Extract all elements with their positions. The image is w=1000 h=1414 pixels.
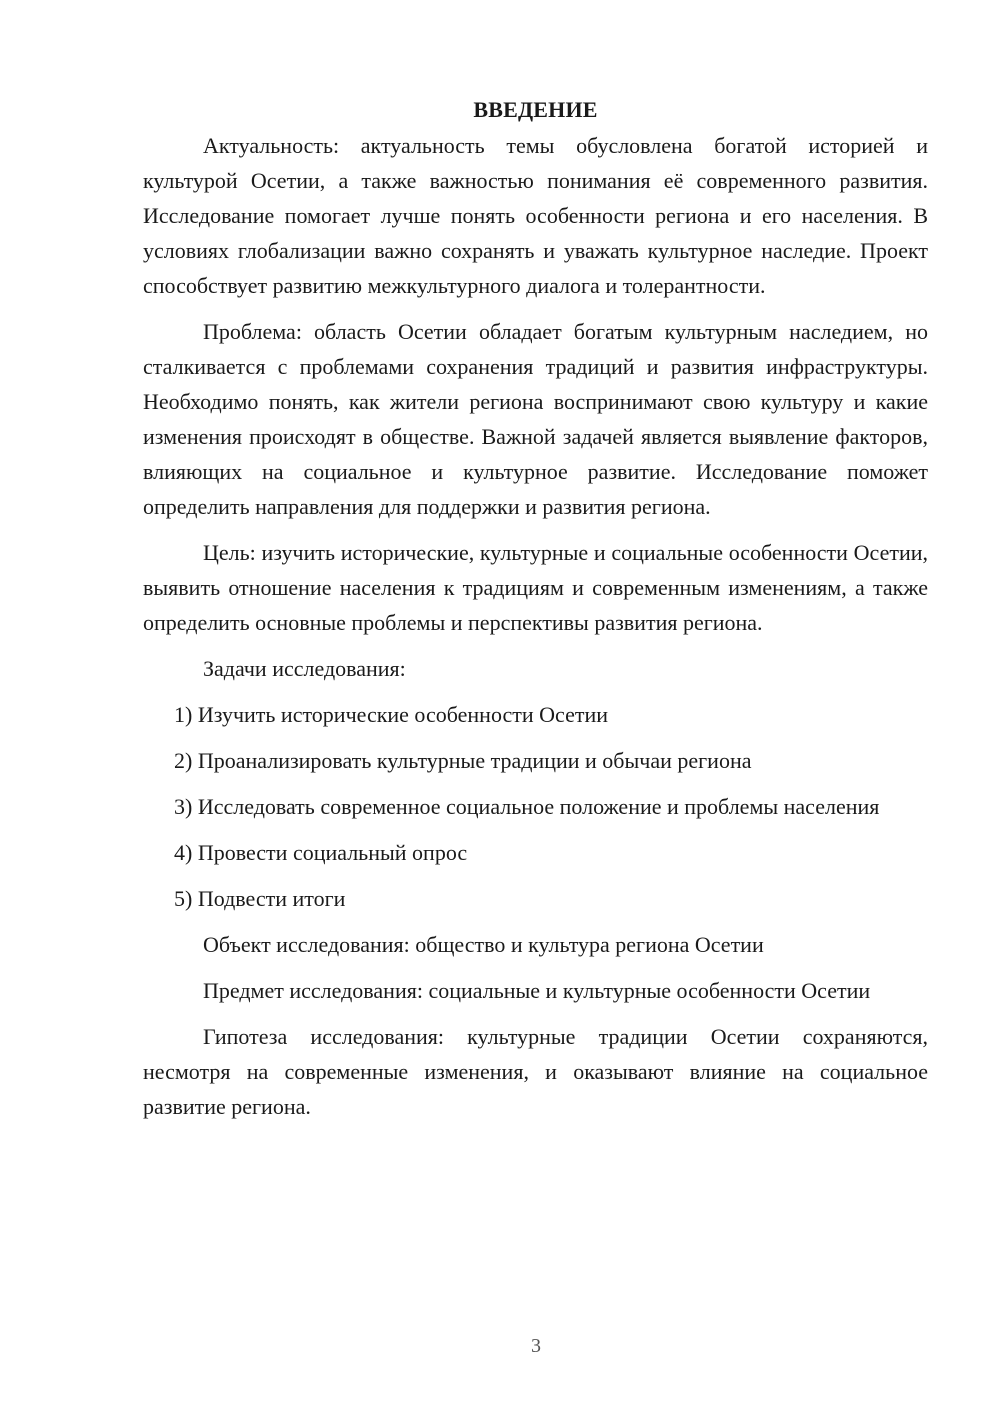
object-paragraph: Объект исследования: общество и культура региона Осетии xyxy=(203,932,764,957)
task-item-3: 3) Исследовать современное социальное положение и проблемы населения xyxy=(174,794,880,819)
subject-paragraph: Предмет исследования: социальные и культурные особенности Осетии xyxy=(203,978,871,1003)
problem-paragraph: Проблема: область Осетии обладает богатым культурным наследием, но сталкивается с проблемами сохранения традиций и развития инфраструктуры. Необходимо понять, как жители региона воспринимают свою культуру и какие изменения происходят в обществе. Важной задачей является выявление факторов, влияющих на социальное и культурное развитие. Исследование поможет определить направления для поддержки и развития региона. xyxy=(143,319,928,519)
document-page xyxy=(143,92,928,1135)
hypothesis-paragraph: Гипотеза исследования: культурные традиции Осетии сохраняются, несмотря на современные изменения, и оказывают влияние на социальное развитие региона. xyxy=(143,1024,928,1119)
goal-paragraph: Цель: изучить исторические, культурные и социальные особенности Осетии, выявить отношение населения к традициям и современным изменениям, а также определить основные проблемы и перспективы развития региона. xyxy=(143,540,928,635)
page-number: 3 xyxy=(531,1335,541,1357)
page-title: ВВЕДЕНИЕ xyxy=(473,97,598,122)
task-item-1: 1) Изучить исторические особенности Осетии xyxy=(174,702,609,727)
task-item-5: 5) Подвести итоги xyxy=(174,886,346,911)
task-item-2: 2) Проанализировать культурные традиции и обычаи региона xyxy=(174,748,752,773)
task-item-4: 4) Провести социальный опрос xyxy=(174,840,468,865)
tasks-heading: Задачи исследования: xyxy=(203,656,406,681)
relevance-paragraph: Актуальность: актуальность темы обусловлена богатой историей и культурой Осетии, а также важностью понимания её современного развития. Исследование помогает лучше понять особенности региона и его населения. В условиях глобализации важно сохранять и уважать культурное наследие. Проект способствует развитию межкультурного диалога и толерантности. xyxy=(143,133,928,298)
